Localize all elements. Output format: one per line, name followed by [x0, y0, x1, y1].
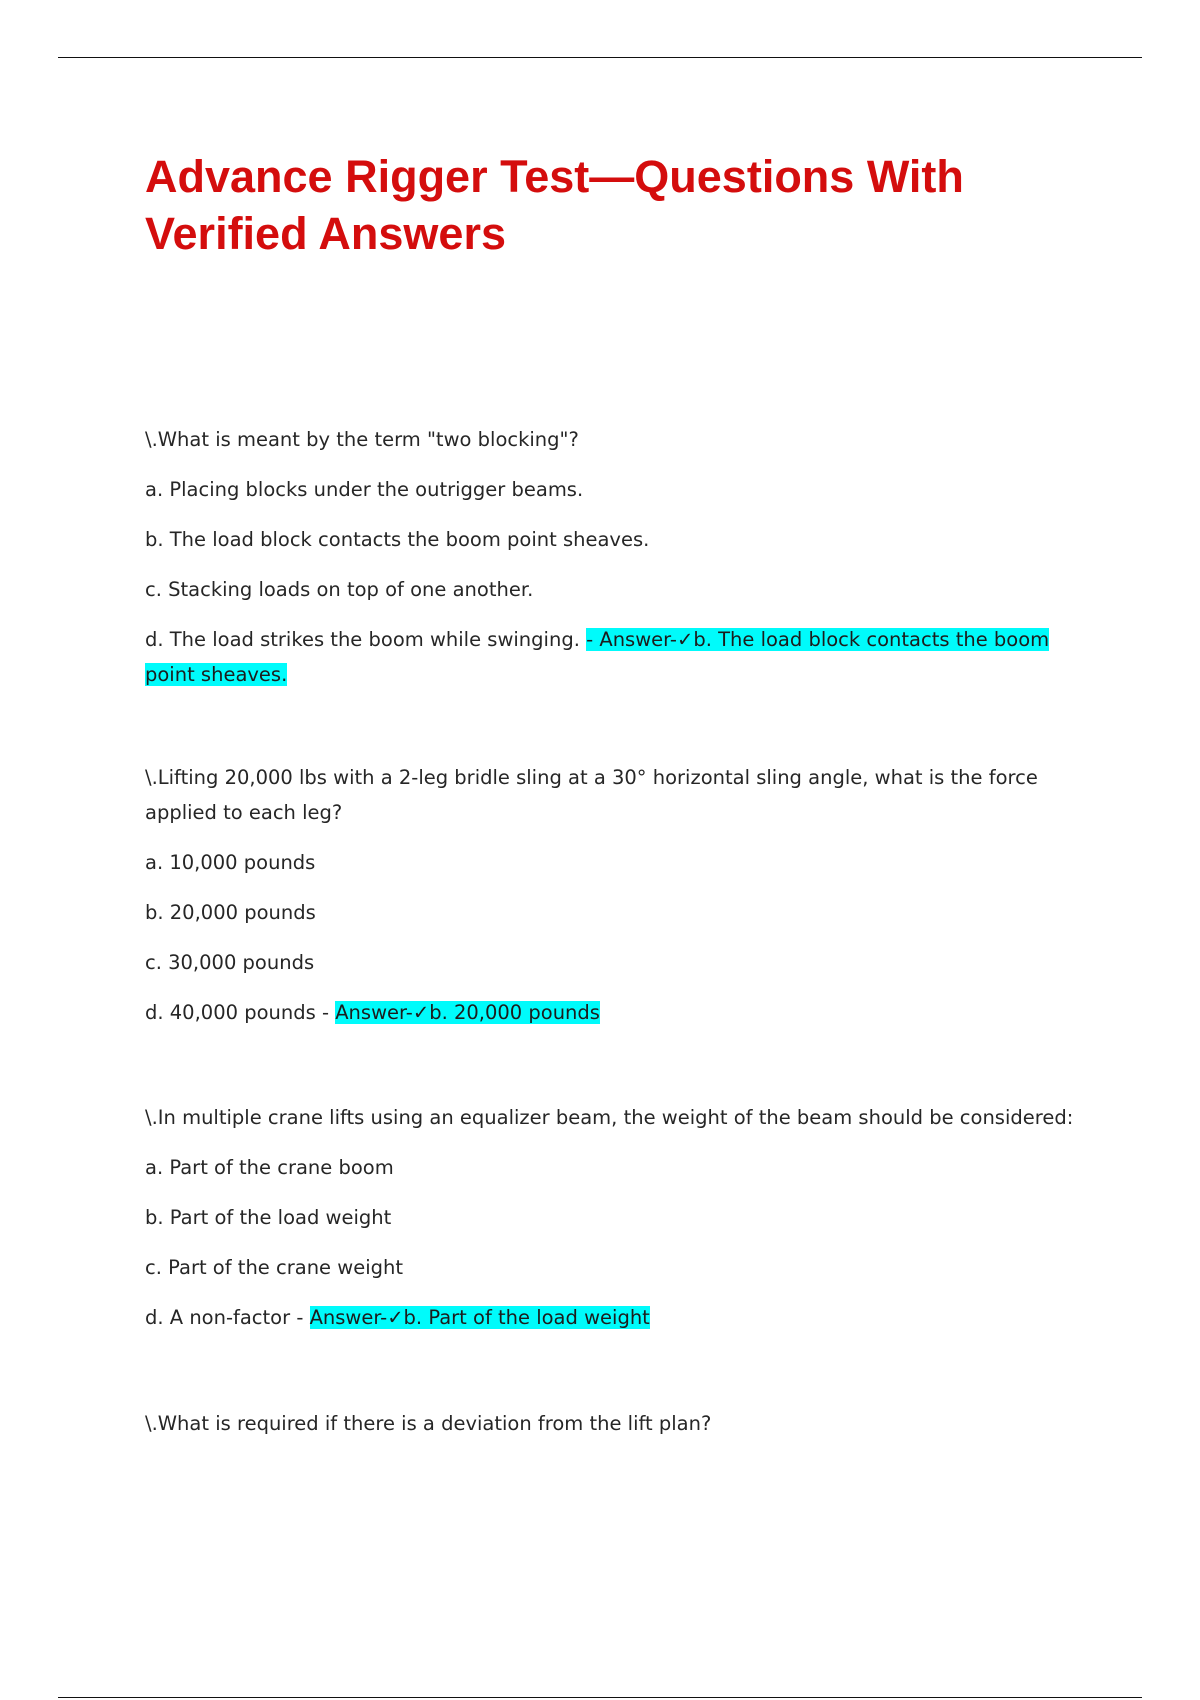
answer-label: Answer- — [335, 1001, 413, 1024]
question-text: \.What is required if there is a deviation from the lift plan? — [145, 1412, 712, 1435]
answer-highlight — [335, 1001, 600, 1024]
option-a: a. Placing blocks under the outrigger beams. — [145, 478, 584, 501]
option-b: b. Part of the load weight — [145, 1206, 392, 1229]
question-text: \.What is meant by the term "two blocking"? — [145, 428, 579, 451]
option-a: a. Part of the crane boom — [145, 1156, 394, 1179]
answer-highlight: - Answer-✓b. The load block contacts the boom point sheaves. — [145, 628, 1050, 686]
option-b: b. 20,000 pounds — [145, 901, 316, 924]
answer-label: Answer- — [599, 628, 677, 651]
answer-text: b. The load block contacts the boom point sheaves. — [145, 628, 1050, 686]
option-c: c. Part of the crane weight — [145, 1256, 403, 1279]
bottom-rule — [58, 1697, 1142, 1698]
question-text: \.In multiple crane lifts using an equalizer beam, the weight of the beam should be considered: — [145, 1106, 1074, 1129]
option-d-text: d. 40,000 pounds — [145, 1001, 316, 1024]
document-title: Advance Rigger Test—Questions With Verified Answers — [145, 151, 964, 259]
question-text: \.Lifting 20,000 lbs with a 2-leg bridle sling at a 30° horizontal sling angle, what is the force applied to each leg? — [145, 766, 1038, 824]
option-d: d. 40,000 pounds - Answer-✓b. 20,000 pounds — [145, 1001, 600, 1024]
checkmark-icon: ✓ — [676, 628, 694, 651]
option-a: a. 10,000 pounds — [145, 851, 316, 874]
top-rule — [58, 57, 1142, 58]
answer-text: b. Part of the load weight — [403, 1306, 650, 1329]
checkmark-icon: ✓ — [387, 1306, 404, 1329]
option-c: c. 30,000 pounds — [145, 951, 315, 974]
answer-label: Answer- — [309, 1306, 388, 1329]
answer-text: b. 20,000 pounds — [429, 1001, 600, 1024]
option-b: b. The load block contacts the boom point sheaves. — [145, 528, 650, 551]
option-c: c. Stacking loads on top of one another. — [145, 578, 534, 601]
answer-highlight — [310, 1306, 650, 1329]
question-block-1 — [145, 422, 1085, 692]
option-d-text: d. The load strikes the boom while swinging. — [145, 628, 580, 651]
option-d-text: d. A non-factor — [145, 1306, 291, 1329]
checkmark-icon: ✓ — [412, 1001, 430, 1024]
option-d — [145, 622, 1085, 692]
question-block-4 — [145, 1406, 1085, 1456]
question-block-2 — [145, 760, 1085, 1030]
question-block-3 — [145, 1100, 1085, 1335]
option-d: d. A non-factor - Answer-✓b. Part of the load weight — [145, 1306, 650, 1329]
